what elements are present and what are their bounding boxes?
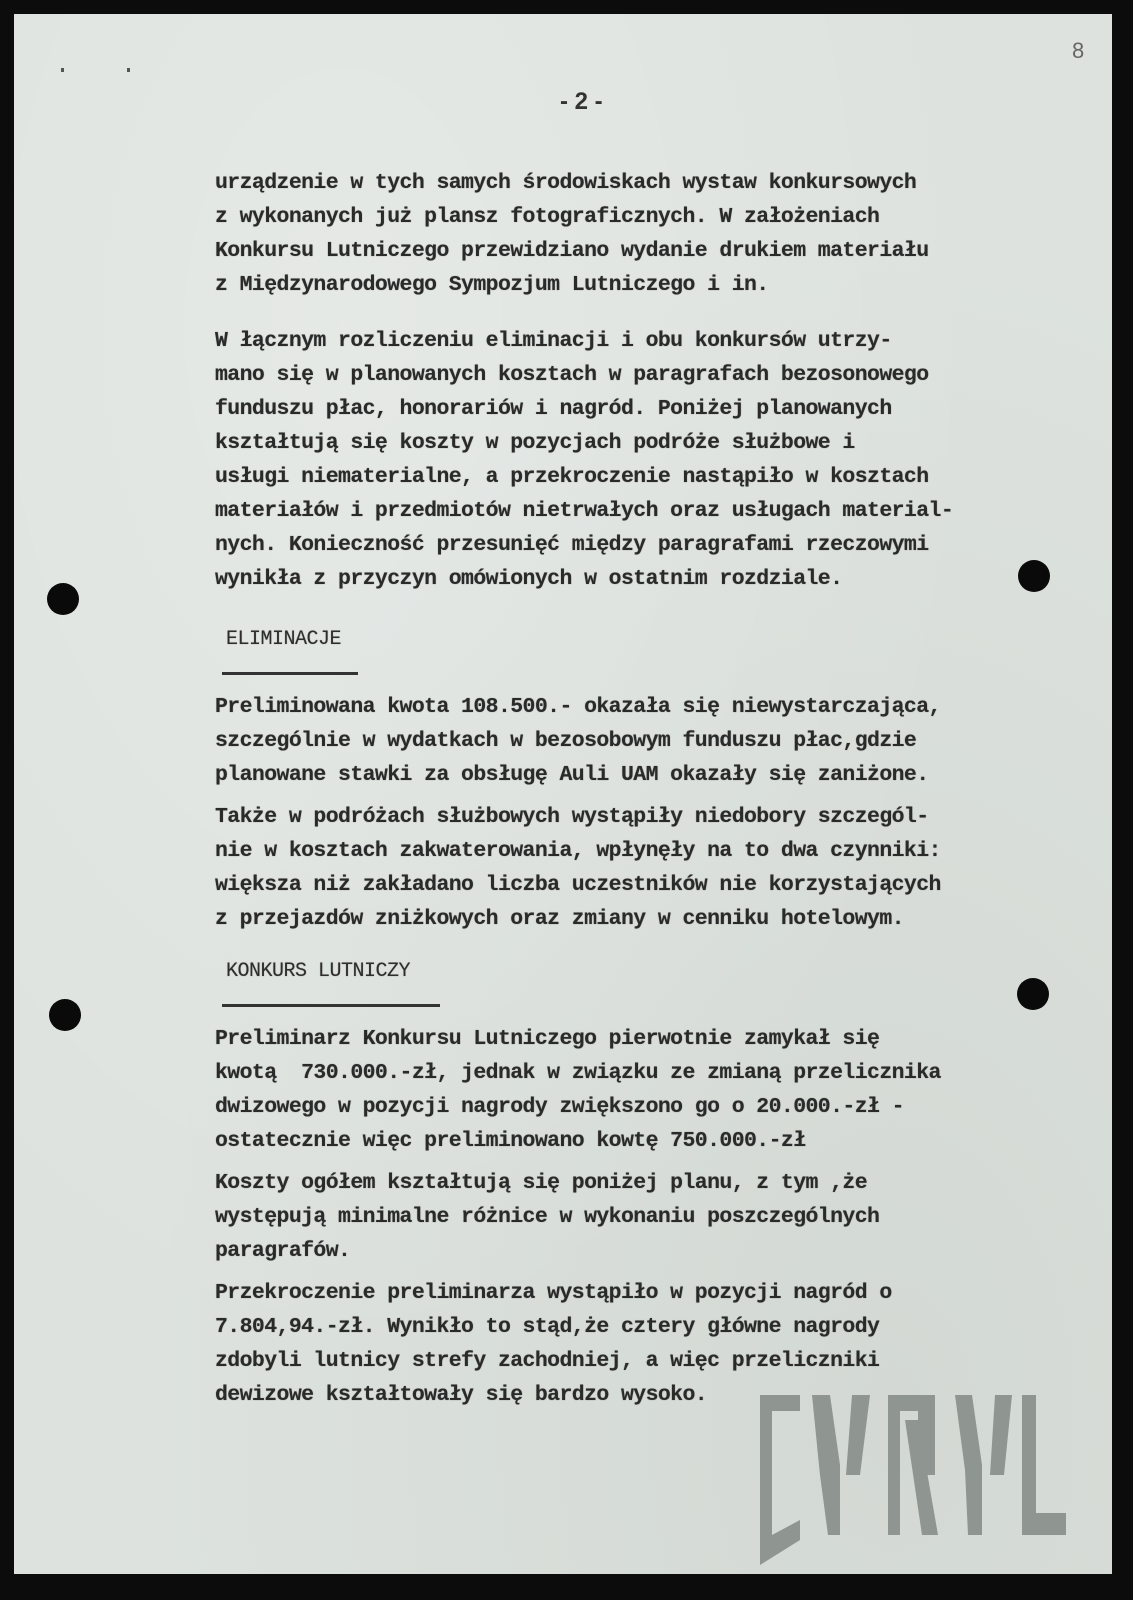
section-heading-eliminacje: ELIMINACJE [226, 628, 342, 651]
watermark-letters [760, 1395, 1066, 1565]
text-line: Konkursu Lutniczego przewidziano wydanie drukiem materiału [215, 239, 929, 263]
text-line: planowane stawki za obsługę Auli UAM okazały się zaniżone. [215, 763, 929, 787]
text-line: Także w podróżach służbowych wystąpiły niedobory szczegól- [215, 805, 929, 829]
punch-hole [1017, 978, 1049, 1010]
text-line: z Międzynarodowego Sympozjum Lutniczego i in. [215, 273, 769, 297]
page-number: - 2 - [560, 88, 603, 115]
paper-speck [127, 68, 130, 72]
watermark-letter-l [1022, 1395, 1036, 1525]
text-line: funduszu płac, honorariów i nagród. Poniżej planowanych [215, 397, 892, 421]
text-line: większa niż zakładano liczba uczestników nie korzystających [215, 873, 941, 897]
sheet-number: 8 [1072, 38, 1085, 63]
text-line: wynikła z przyczyn omówionych w ostatnim rozdziale. [215, 567, 843, 591]
text-line: ostatecznie więc preliminowano kowtę 750.000.-zł [215, 1129, 806, 1153]
text-line: zdobyli lutnicy strefy zachodniej, a więc przeliczniki [215, 1349, 880, 1373]
text-line: mano się w planowanych kosztach w paragrafach bezosonowego [215, 363, 929, 387]
watermark-letter-c [760, 1395, 800, 1565]
punch-hole [1018, 560, 1050, 592]
watermark-letter-y [812, 1395, 840, 1535]
watermark-letter-y-arm [846, 1395, 870, 1475]
watermark-letter-y2 [955, 1395, 982, 1535]
text-line: z przejazdów zniżkowych oraz zmiany w cenniku hotelowym. [215, 907, 904, 931]
text-line: nie w kosztach zakwaterowania, wpłynęły na to dwa czynniki: [215, 839, 941, 863]
cyryl-watermark-logo [760, 1395, 1070, 1565]
text-line: W łącznym rozliczeniu eliminacji i obu konkursów utrzy- [215, 329, 892, 353]
text-line: usługi niematerialne, a przekroczenie nastąpiło w kosztach [215, 465, 929, 489]
text-line: Koszty ogółem kształtują się poniżej planu, z tym ,że [215, 1171, 868, 1195]
text-line: kwotą 730.000.-zł, jednak w związku ze zmianą przelicznika [215, 1061, 941, 1085]
section-heading-konkurs-lutniczy: KONKURS LUTNICZY [226, 960, 411, 983]
text-line: Preliminarz Konkursu Lutniczego pierwotnie zamykał się [215, 1027, 880, 1051]
watermark-letter-y2-arm [990, 1395, 1012, 1475]
text-line: kształtują się koszty w pozycjach podróże służbowe i [215, 431, 855, 455]
text-line: 7.804,94.-zł. Wynikło to stąd,że cztery główne nagrody [215, 1315, 880, 1339]
text-line: paragrafów. [215, 1239, 351, 1263]
text-line: szczególnie w wydatkach w bezosobowym funduszu płac,gdzie [215, 729, 917, 753]
paper-speck [61, 68, 64, 72]
text-line: dewizowe kształtowały się bardzo wysoko. [215, 1383, 708, 1407]
text-line: urządzenie w tych samych środowiskach wystaw konkursowych [215, 171, 917, 195]
punch-hole [49, 999, 81, 1031]
text-line: dwizowego w pozycji nagrody zwiększono go o 20.000.-zł - [215, 1095, 904, 1119]
text-line: Przekroczenie preliminarza wystąpiło w pozycji nagród o [215, 1281, 892, 1305]
text-line: nych. Konieczność przesunięć między paragrafami rzeczowymi [215, 533, 929, 557]
text-line: Preliminowana kwota 108.500.- okazała się niewystarczająca, [215, 695, 941, 719]
text-line: występują minimalne różnice w wykonaniu poszczególnych [215, 1205, 880, 1229]
punch-hole [47, 583, 79, 615]
text-line: z wykonanych już plansz fotograficznych. W założeniach [215, 205, 880, 229]
heading-underline [222, 672, 358, 675]
heading-underline [222, 1004, 440, 1007]
text-line: materiałów i przedmiotów nietrwałych oraz usługach material- [215, 499, 954, 523]
